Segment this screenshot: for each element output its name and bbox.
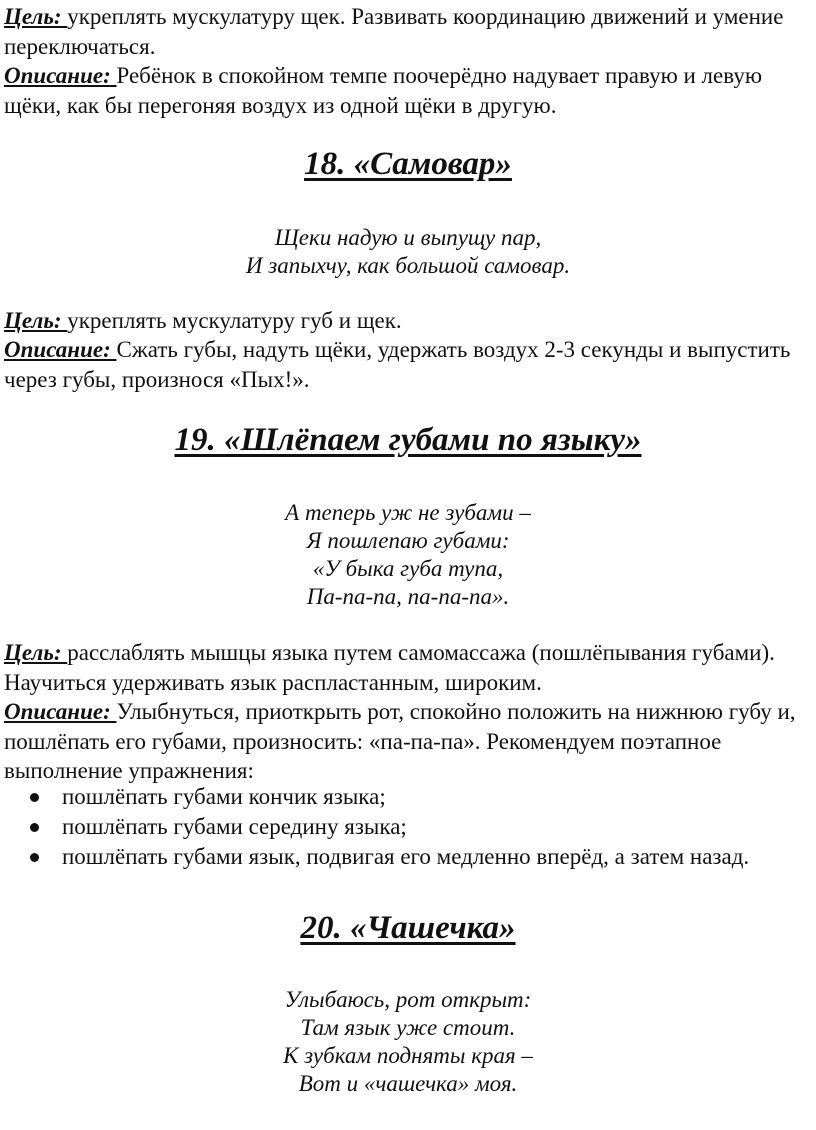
intro-description [4,61,810,120]
poem-line: И запыхчу, как большой самовар. [245,253,571,278]
exercise-19-description [4,697,810,786]
description-text: Сжать губы, надуть щёки, удержать воздух 2-3 секунды и выпустить через губы, произнося «Пых!». [4,337,791,392]
description-label: Описание: [4,63,117,88]
exercise-19-poem [0,499,816,611]
poem-line: А теперь уж не зубами – [285,500,531,525]
goal-label: Цель: [4,308,68,333]
exercise-19-title: 19. «Шлёпаем губами по языку» [174,422,642,458]
poem-line: Щеки надую и выпущу пар, [274,225,542,250]
poem-line: Улыбаюсь, рот открыт: [284,987,532,1012]
list-item [0,812,816,842]
exercise-18-poem [0,224,816,280]
exercise-19-steps [0,782,816,872]
goal-label: Цель: [4,4,68,29]
exercise-20-title: 20. «Чашечка» [300,910,516,946]
exercise-19-goal [4,638,810,697]
description-label: Описание: [4,699,117,724]
poem-line: Там язык уже стоит. [300,1015,516,1040]
bullet-icon [30,793,39,802]
intro-goal [4,2,810,61]
poem-line: Я пошлепаю губами: [306,528,510,553]
list-item-text: пошлёпать губами язык, подвигая его медленно вперёд, а затем назад. [62,844,750,869]
list-item [0,842,816,872]
exercise-18-goal [4,306,810,336]
description-label: Описание: [4,337,117,362]
exercise-20-poem [0,986,816,1098]
exercise-18-title: 18. «Самовар» [304,146,512,182]
poem-line: «У быка губа тупа, [312,556,504,581]
bullet-icon [30,823,39,832]
poem-line: Па-па-па, па-па-па». [306,584,510,609]
description-text: Ребёнок в спокойном темпе поочерёдно надувает правую и левую щёки, как бы перегоняя воздух из одной щёки в другую. [4,63,763,118]
list-item-text: пошлёпать губами середину языка; [62,814,407,839]
goal-label: Цель: [4,640,68,665]
poem-line: Вот и «чашечка» моя. [298,1071,518,1096]
goal-text: укреплять мускулатуру щек. Развивать координацию движений и умение переключаться. [4,4,784,59]
list-item [0,782,816,812]
list-item-text: пошлёпать губами кончик языка; [62,784,386,809]
goal-text: укреплять мускулатуру губ и щек. [67,308,402,333]
goal-text: расслаблять мышцы языка путем самомассажа (пошлёпывания губами). Научиться удерживать язык распластанным, широким. [4,640,775,695]
description-text: Улыбнуться, приоткрыть рот, спокойно положить на нижнюю губу и, пошлёпать его губами, произносить: «па-па-па». Рекомендуем поэтапное выполнение упражнения: [4,699,796,784]
poem-line: К зубкам подняты края – [283,1043,533,1068]
exercise-18-description [4,335,810,394]
bullet-icon [30,853,39,862]
